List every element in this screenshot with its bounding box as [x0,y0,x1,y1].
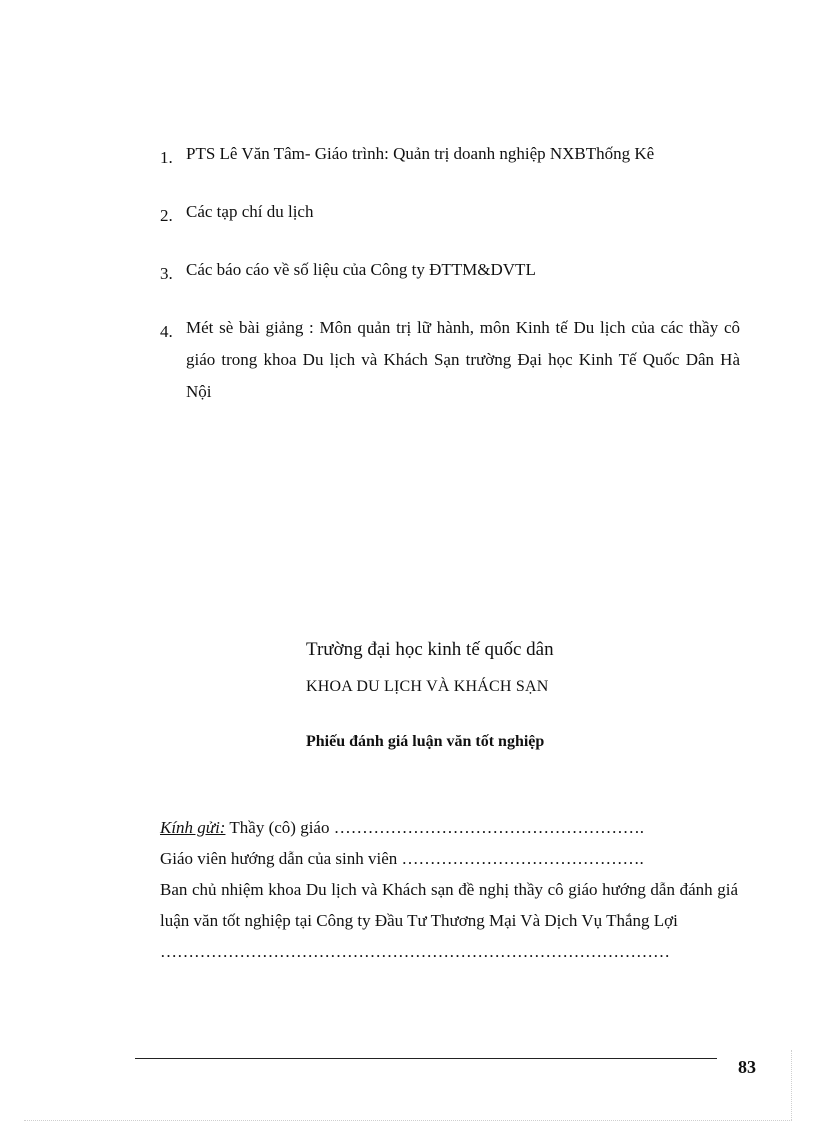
reference-text: Mét sè bài giảng : Môn quản trị lữ hành, môn Kinh tế Du lịch của các thầy cô giáo trong khoa Du lịch và Khách Sạn trường Đại học Kinh Tế Quốc Dân Hà Nội [186,318,740,401]
reference-item [160,138,740,170]
reference-item [160,312,740,408]
reference-text: Các báo cáo về số liệu của Công ty ĐTTM&DVTL [186,260,536,279]
request-paragraph: Ban chủ nhiệm khoa Du lịch và Khách sạn đề nghị thầy cô giáo hướng dẫn đánh giá luận văn tốt nghiệp tại Công ty Đầu Tư Thương Mại Và Dịch Vụ Thắng Lợi [160,880,738,930]
teacher-field: Thầy (cô) giáo ………………………………………………. [225,818,644,837]
reference-text: Các tạp chí du lịch [186,202,314,221]
dotted-line: ……………………………………………………………………………… [160,942,670,961]
page-edge-bottom [24,1120,792,1121]
school-name: Trường đại học kinh tế quốc dân [306,639,554,660]
reference-item [160,254,740,286]
faculty-name: KHOA DU LỊCH VÀ KHÁCH SẠN [306,678,549,695]
page-number: 83 [738,1057,756,1077]
reference-number: 3. [160,264,173,283]
reference-number: 1. [160,148,173,167]
footer-rule [135,1058,717,1059]
supervisor-line: Giáo viên hướng dẫn của sinh viên ……………………………………. [160,849,644,868]
reference-item [160,196,740,228]
reference-number: 2. [160,206,173,225]
salutation-line [160,812,738,843]
reference-text: PTS Lê Văn Tâm- Giáo trình: Quản trị doanh nghiệp NXBThống Kê [186,144,655,163]
salutation-label: Kính gửi: [160,818,226,837]
reference-list [160,138,740,408]
form-body [160,812,738,967]
reference-number: 4. [160,322,173,341]
page-edge-right [791,1050,792,1120]
form-title: Phiếu đánh giá luận văn tốt nghiệp [306,733,545,750]
